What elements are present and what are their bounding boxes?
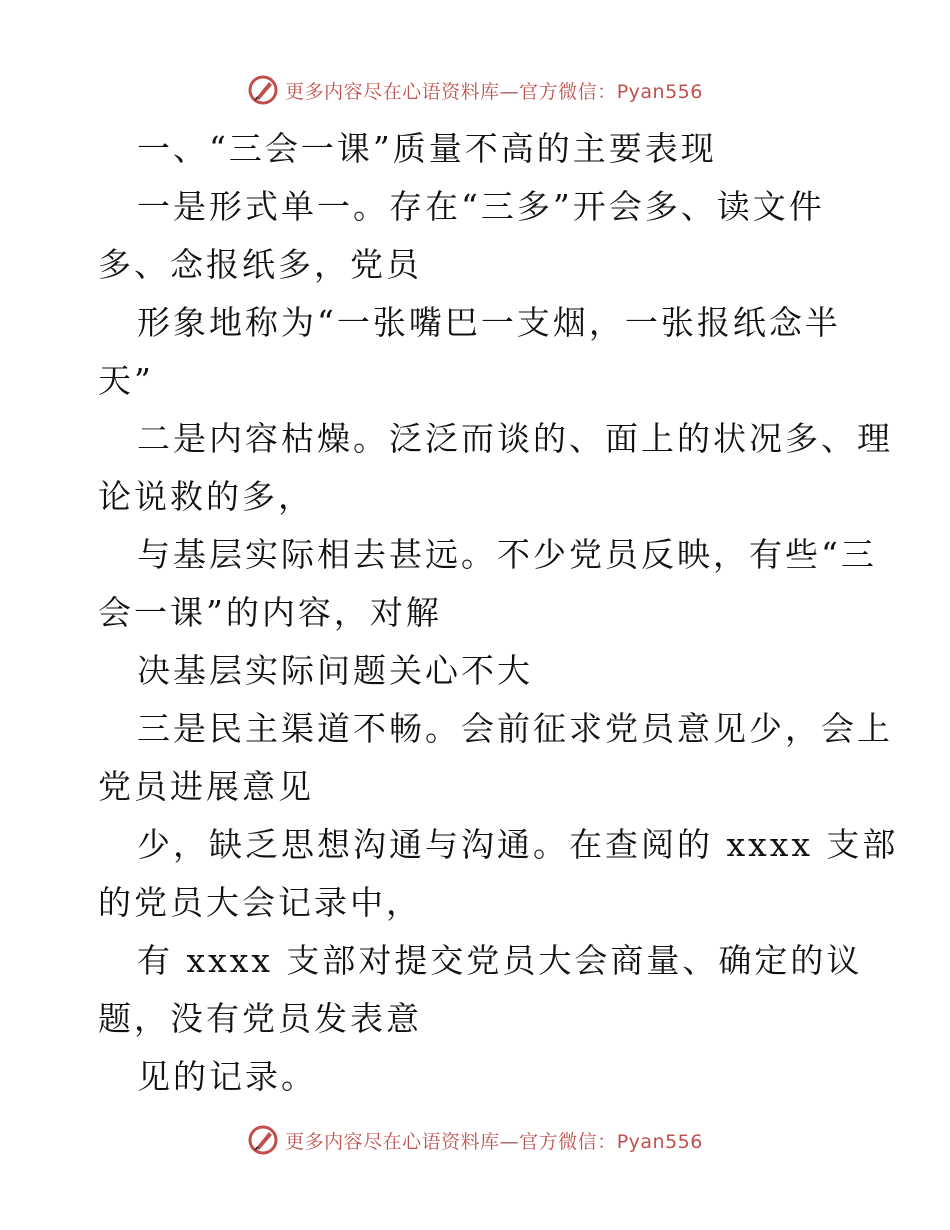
text-line: 三是民主渠道不畅。会前征求党员意见少，会上	[137, 709, 893, 748]
watermark-site-text: 更多内容尽在心语资料库	[285, 1130, 500, 1153]
text-line: 党员进展意见	[98, 767, 314, 806]
text-line: 天”	[98, 361, 154, 400]
watermark-wechat-id: Pyan556	[616, 80, 703, 103]
quill-in-circle-icon	[247, 74, 279, 106]
text-line: 与基层实际相去甚远。不少党员反映，有些“三	[137, 535, 877, 574]
heading-line: 一、“三会一课”质量不高的主要表现	[137, 129, 717, 168]
text-line: 二是内容枯燥。泛泛而谈的、面上的状况多、理	[137, 419, 893, 458]
text-line: 的党员大会记录中，	[98, 883, 422, 922]
text-line: 决基层实际问题关心不大	[137, 651, 533, 690]
text-line: 有 xxxx 支部对提交党员大会商量、确定的议	[137, 941, 863, 980]
quill-in-circle-icon	[247, 1124, 279, 1156]
text-line: 论说救的多，	[98, 477, 314, 516]
watermark-separator: —	[499, 1130, 520, 1153]
footer-watermark	[0, 1122, 950, 1158]
text-line: 题，没有党员发表意	[98, 999, 422, 1038]
watermark-wechat-id: Pyan556	[616, 1130, 703, 1153]
watermark-separator: —	[499, 80, 520, 103]
text-line: 见的记录。	[137, 1057, 317, 1096]
text-line: 形象地称为“一张嘴巴一支烟，一张报纸念半	[137, 303, 841, 342]
text-line: 多、念报纸多，党员	[98, 245, 422, 284]
watermark-wechat-label: 官方微信：	[519, 1130, 617, 1153]
watermark-text	[285, 77, 703, 104]
watermark-text	[285, 1127, 703, 1154]
watermark-wechat-label: 官方微信：	[519, 80, 617, 103]
watermark-site-text: 更多内容尽在心语资料库	[285, 80, 500, 103]
text-line: 一是形式单一。存在“三多”开会多、读文件	[137, 187, 825, 226]
header-watermark	[0, 72, 950, 108]
text-line: 少，缺乏思想沟通与沟通。在查阅的 xxxx 支部	[137, 825, 899, 864]
text-line: 会一课”的内容，对解	[98, 593, 442, 632]
